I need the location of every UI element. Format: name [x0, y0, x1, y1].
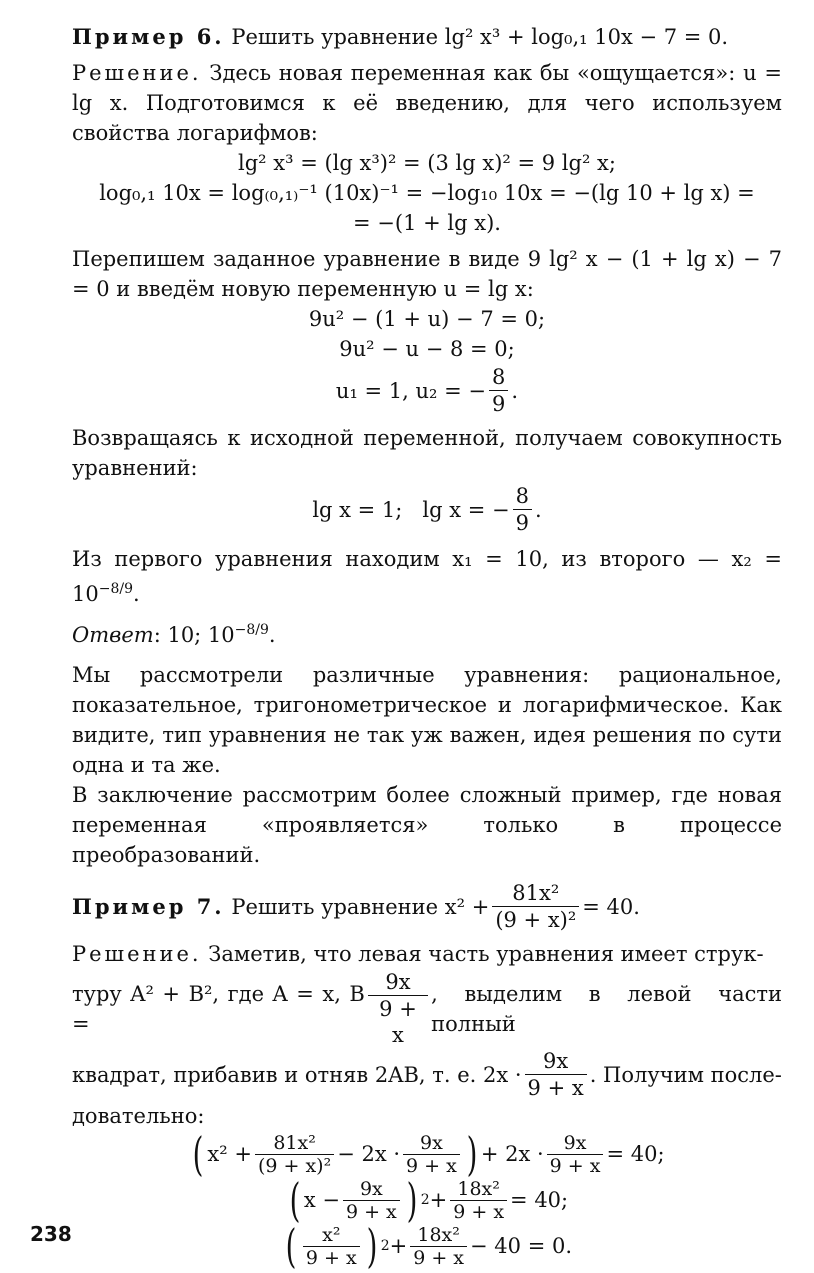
- equation-7: lg x = 1; lg x = − $\frac{8}{9}$ .: [312, 484, 542, 535]
- s2-prefix: туру A² + B², где A = x, B =: [72, 981, 365, 1036]
- fraction-numerator: 18x²: [410, 1224, 467, 1247]
- equation-4: 9u² − (1 + u) − 7 = 0;: [308, 307, 546, 331]
- term: +: [429, 1188, 448, 1212]
- left-paren: (: [289, 1173, 301, 1227]
- fraction-denominator: (9 + x)²: [257, 1154, 332, 1177]
- fraction: [368, 969, 428, 1048]
- summary-paragraph-1: Мы рассмотрели различные уравнения: рациональное, показательное, тригонометрическое и логарифмическое. Как видите, тип уравнения не так уж важен, идея решения по сути одна и та же.: [72, 663, 782, 777]
- right-paren: ): [466, 1127, 478, 1181]
- find-text: Из первого уравнения находим x₁ = 10, из второго — x₂ = 10: [72, 547, 782, 606]
- fraction-numerator: 81x²: [255, 1132, 334, 1155]
- answer-exponent: −8/9: [234, 622, 269, 638]
- example6-solution: [72, 58, 782, 148]
- term: − 2x ·: [337, 1142, 401, 1166]
- fraction-numerator: 8: [513, 483, 532, 510]
- s3-prefix: квадрат, прибавив и отняв 2AB, т. е. 2x ·: [72, 1062, 522, 1087]
- example6-solution-word: Решение.: [72, 61, 202, 85]
- s3-suffix: . Получим после-: [589, 1062, 782, 1087]
- square-exponent: 2: [420, 1192, 430, 1208]
- fraction-numerator: 9x: [343, 1178, 400, 1201]
- term: x −: [303, 1188, 340, 1212]
- example6-title-word: Пример 6.: [72, 24, 225, 49]
- square-exponent: 2: [380, 1238, 390, 1254]
- equation-1: lg² x³ = (lg x³)² = (3 lg x)² = 9 lg² x;: [238, 151, 616, 175]
- term: = 40;: [510, 1188, 569, 1212]
- page-number: 238: [30, 1222, 72, 1246]
- left-paren: (: [193, 1127, 204, 1181]
- example7-title-tail: = 40.: [582, 894, 640, 919]
- example6-heading: [72, 22, 782, 52]
- fraction-numerator: 9x: [403, 1132, 460, 1155]
- equation-2: log₀,₁ 10x = log₍₀,₁₎⁻¹ (10x)⁻¹ = −log₁₀ 10x = −(lg 10 + lg x) =: [99, 181, 755, 205]
- example7-title-word: Пример 7.: [72, 893, 225, 919]
- rewrite-paragraph: Перепишем заданное уравнение в виде 9 lg² x − (1 + lg x) − 7 = 0 и введём новую переменную u = lg x:: [72, 247, 782, 301]
- term: +: [389, 1234, 408, 1258]
- example7-title-text: Решить уравнение x² +: [231, 894, 490, 919]
- answer-text: : 10; 10: [153, 623, 235, 647]
- fraction-numerator: x²: [303, 1224, 360, 1247]
- return-paragraph: Возвращаясь к исходной переменной, получаем совокупность уравнений:: [72, 426, 782, 480]
- term: x² +: [207, 1142, 252, 1166]
- fraction-numerator: 18x²: [450, 1178, 507, 1201]
- right-paren: ): [366, 1219, 378, 1273]
- fraction: [255, 1132, 334, 1177]
- equation-6: u₁ = 1, u₂ = − $\frac{8}{9}$ .: [335, 365, 519, 416]
- term: + 2x ·: [480, 1142, 544, 1166]
- fraction-numerator: 9x: [547, 1132, 604, 1155]
- equation-3: = −(1 + lg x).: [353, 211, 501, 235]
- transform-line-3: [72, 1219, 782, 1273]
- answer-line: Ответ: 10; $10^{-8/9}$.: [72, 622, 276, 647]
- fraction: [450, 1178, 507, 1223]
- fraction: [303, 1224, 360, 1269]
- equation-6-prefix: u₁ = 1, u₂ = −: [335, 378, 487, 403]
- example7-solution-line-1: [72, 939, 782, 969]
- example6-solution-text: Здесь новая переменная как бы «ощущается»: u = lg x. Подготовимся к её введению, для чего используем свойства логарифмов:: [72, 61, 782, 145]
- fraction-denominator: 9: [515, 511, 529, 535]
- equation-5: 9u² − u − 8 = 0;: [339, 337, 515, 361]
- find-paragraph: Из первого уравнения находим x₁ = 10, из второго — $x_2 = 10^{-8/9}$.: [72, 547, 782, 606]
- example7-solution-word: Решение.: [72, 942, 202, 966]
- fraction-numerator: 81x²: [492, 880, 579, 907]
- example7-solution-line-4: довательно:: [72, 1104, 205, 1128]
- example7-solution-line-3: [72, 1048, 782, 1101]
- fraction: [547, 1132, 604, 1177]
- fraction: [403, 1132, 460, 1177]
- find-exponent: −8/9: [98, 581, 133, 597]
- example6-title-text: Решить уравнение lg² x³ + log₀,₁ 10x − 7 = 0.: [231, 25, 729, 49]
- example7-solution-text: Заметив, что левая часть уравнения имеет струк-: [208, 942, 764, 966]
- right-paren: ): [406, 1173, 418, 1227]
- fraction-denominator: 9 + x: [453, 1200, 505, 1223]
- fraction-denominator: 9 + x: [413, 1246, 465, 1269]
- summary-paragraph-2: В заключение рассмотрим более сложный пример, где новая переменная «проявляется» только в процессе преобразований.: [72, 783, 782, 867]
- fraction-denominator: 9 + x: [527, 1076, 584, 1100]
- page-content: [72, 22, 782, 1273]
- fraction-numerator: 9x: [525, 1048, 587, 1075]
- fraction-denominator: 9: [492, 392, 506, 416]
- fraction-numerator: 9x: [368, 969, 428, 996]
- equation-7-prefix: lg x = 1; lg x = −: [312, 497, 510, 522]
- fraction: [492, 880, 579, 933]
- fraction-denominator: 9 + x: [345, 1200, 397, 1223]
- fraction: [513, 483, 532, 536]
- fraction-denominator: 9 + x: [379, 997, 417, 1047]
- fraction: [343, 1178, 400, 1223]
- fraction: [489, 364, 508, 417]
- left-paren: (: [285, 1219, 297, 1273]
- example7-heading: [72, 880, 782, 933]
- fraction-denominator: 9 + x: [406, 1154, 457, 1177]
- answer-label: Ответ: [72, 623, 154, 647]
- fraction: [410, 1224, 467, 1269]
- fraction-numerator: 8: [489, 364, 508, 391]
- term: − 40 = 0.: [470, 1234, 573, 1258]
- fraction-denominator: (9 + x)²: [495, 908, 577, 932]
- s2-suffix: , выделим в левой части полный: [431, 981, 782, 1036]
- transform-line-1: [72, 1127, 782, 1181]
- transform-line-2: [72, 1173, 782, 1227]
- fraction: [525, 1048, 587, 1101]
- example7-solution-line-2: [72, 969, 782, 1048]
- fraction-denominator: 9 + x: [549, 1154, 601, 1177]
- fraction-denominator: 9 + x: [305, 1246, 357, 1269]
- term: = 40;: [606, 1142, 665, 1166]
